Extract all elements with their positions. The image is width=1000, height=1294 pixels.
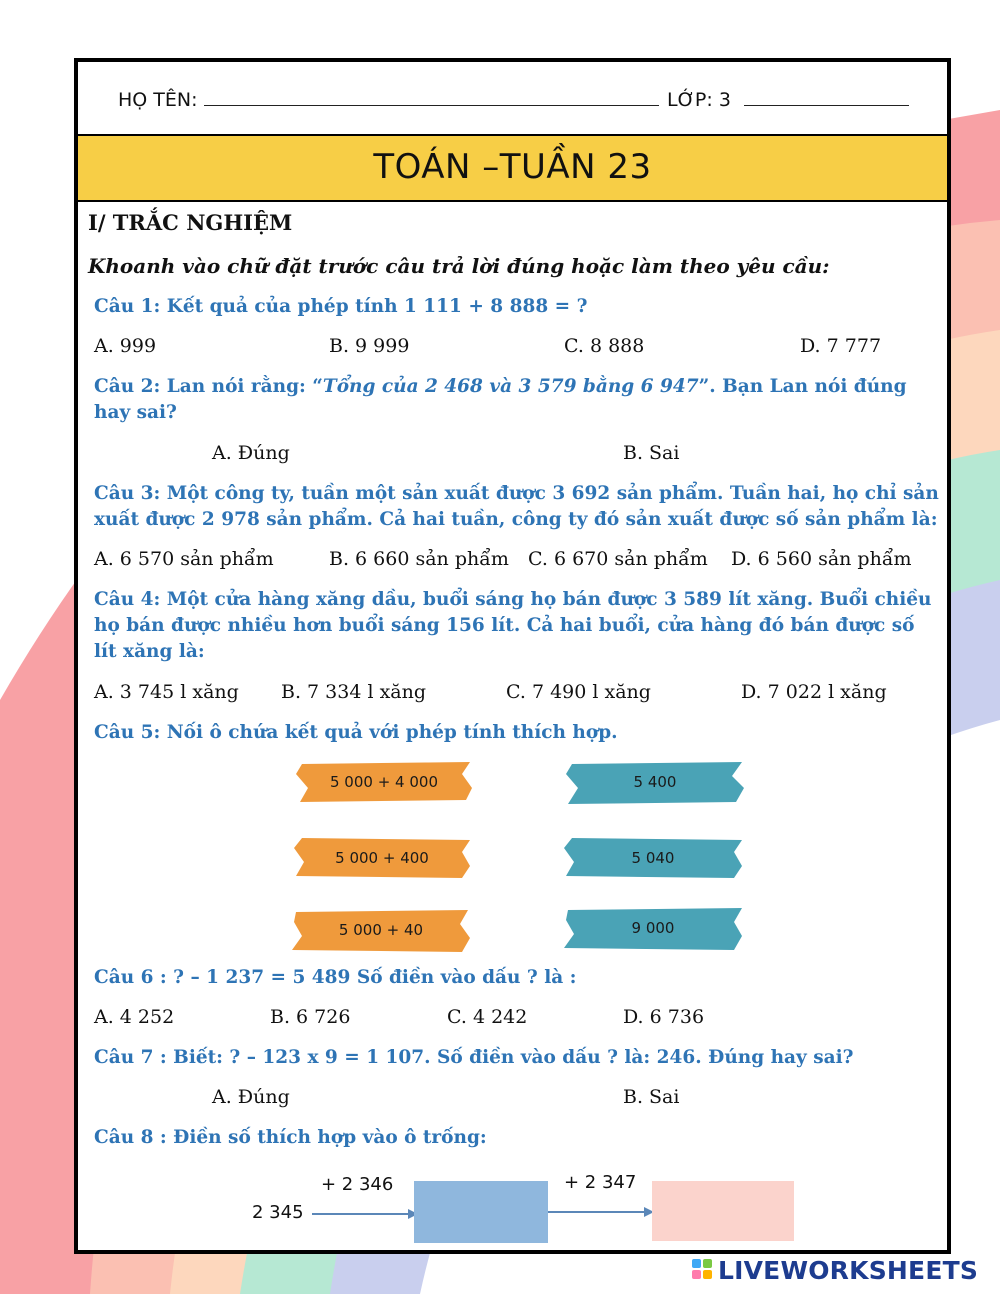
q6-option-c[interactable]: C. 4 242 [447, 1006, 528, 1028]
section-heading: I/ TRẮC NGHIỆM [88, 210, 293, 235]
answer-box-1[interactable] [414, 1181, 548, 1243]
answer-box-2[interactable] [652, 1181, 794, 1241]
question-7: Câu 7 : Biết: ? – 123 x 9 = 1 107. Số điền vào dấu ? là: 246. Đúng hay sai? [94, 1047, 854, 1068]
header-row [78, 62, 947, 136]
q1-option-d[interactable]: D. 7 777 [800, 335, 882, 357]
q4-option-b[interactable]: B. 7 334 l xăng [281, 681, 427, 703]
match-left-2[interactable] [294, 838, 470, 878]
match-left-3[interactable] [292, 910, 470, 950]
match-right-1[interactable] [566, 762, 744, 802]
q6-option-d[interactable]: D. 6 736 [623, 1006, 705, 1028]
question-3: Câu 3: Một công ty, tuần một sản xuất được 3 692 sản phẩm. Tuần hai, họ chỉ sản xuất được 2 978 sản phẩm. Cả hai tuần, công ty đó sản xuất được số sản phẩm là: [94, 483, 939, 530]
q2-quote: Tổng của 2 468 và 3 579 bằng 6 947 [322, 376, 699, 397]
q7-option-b[interactable]: B. Sai [623, 1086, 680, 1108]
q7-option-a[interactable]: A. Đúng [212, 1086, 290, 1108]
match-left-1-label: 5 000 + 4 000 [330, 773, 438, 791]
question-2 [94, 374, 939, 426]
question-5: Câu 5: Nối ô chứa kết quả với phép tính thích hợp. [94, 722, 618, 743]
name-label: HỌ TÊN: [118, 89, 198, 111]
match-right-2-label: 5 040 [631, 849, 675, 867]
q4-option-a[interactable]: A. 3 745 l xăng [94, 681, 239, 703]
q6-option-a[interactable]: A. 4 252 [94, 1006, 175, 1028]
worksheet [74, 58, 951, 1254]
liveworksheets-icon [692, 1259, 714, 1281]
q4-option-c[interactable]: C. 7 490 l xăng [506, 681, 651, 703]
question-8: Câu 8 : Điền số thích hợp vào ô trống: [94, 1127, 487, 1148]
page-title: TOÁN –TUẦN 23 [78, 136, 947, 202]
step-2-label: + 2 347 [564, 1172, 637, 1193]
q4-option-d[interactable]: D. 7 022 l xăng [741, 681, 887, 703]
q2-text-start: Câu 2: Lan nói rằng: “ [94, 376, 323, 397]
q1-option-b[interactable]: B. 9 999 [329, 335, 410, 357]
q3-option-d[interactable]: D. 6 560 sản phẩm [731, 548, 912, 570]
arrow-1-icon [312, 1207, 418, 1221]
question-4: Câu 4: Một cửa hàng xăng dầu, buổi sáng họ bán được 3 589 lít xăng. Buổi chiều họ bán được nhiều hơn buổi sáng 156 lít. Cả hai buổi, cửa hàng đó bán được số lít xăng là: [94, 589, 932, 662]
question-1: Câu 1: Kết quả của phép tính 1 111 + 8 888 = ? [94, 296, 588, 317]
q3-option-c[interactable]: C. 6 670 sản phẩm [528, 548, 708, 570]
class-blank-line[interactable] [744, 105, 909, 106]
q2-text-end: ”. Bạn Lan nói đúng hay sai? [94, 376, 907, 423]
instruction: Khoanh vào chữ đặt trước câu trả lời đúng hoặc làm theo yêu cầu: [88, 254, 830, 278]
q1-option-c[interactable]: C. 8 888 [564, 335, 645, 357]
question-6: Câu 6 : ? – 1 237 = 5 489 Số điền vào dấu ? là : [94, 967, 577, 988]
q6-option-b[interactable]: B. 6 726 [270, 1006, 351, 1028]
q3-option-b[interactable]: B. 6 660 sản phẩm [329, 548, 509, 570]
match-right-3[interactable] [564, 908, 742, 948]
match-right-2[interactable] [564, 838, 742, 878]
match-left-3-label: 5 000 + 40 [338, 921, 424, 939]
q3-option-a[interactable]: A. 6 570 sản phẩm [94, 548, 274, 570]
start-number: 2 345 [252, 1202, 304, 1223]
match-right-1-label: 5 400 [633, 773, 677, 791]
brand-name: LIVEWORKSHEETS [718, 1255, 979, 1285]
class-label: LỚP: 3 [667, 89, 731, 111]
step-1-label: + 2 346 [321, 1174, 394, 1195]
q2-option-a[interactable]: A. Đúng [212, 442, 290, 464]
brand-logo [692, 1256, 978, 1284]
match-left-2-label: 5 000 + 400 [335, 849, 429, 867]
q1-option-a[interactable]: A. 999 [94, 335, 157, 357]
q2-option-b[interactable]: B. Sai [623, 442, 680, 464]
match-left-1[interactable] [296, 762, 472, 802]
match-right-3-label: 9 000 [631, 919, 675, 937]
name-blank-line[interactable] [204, 105, 659, 106]
arrow-2-icon [548, 1205, 654, 1219]
